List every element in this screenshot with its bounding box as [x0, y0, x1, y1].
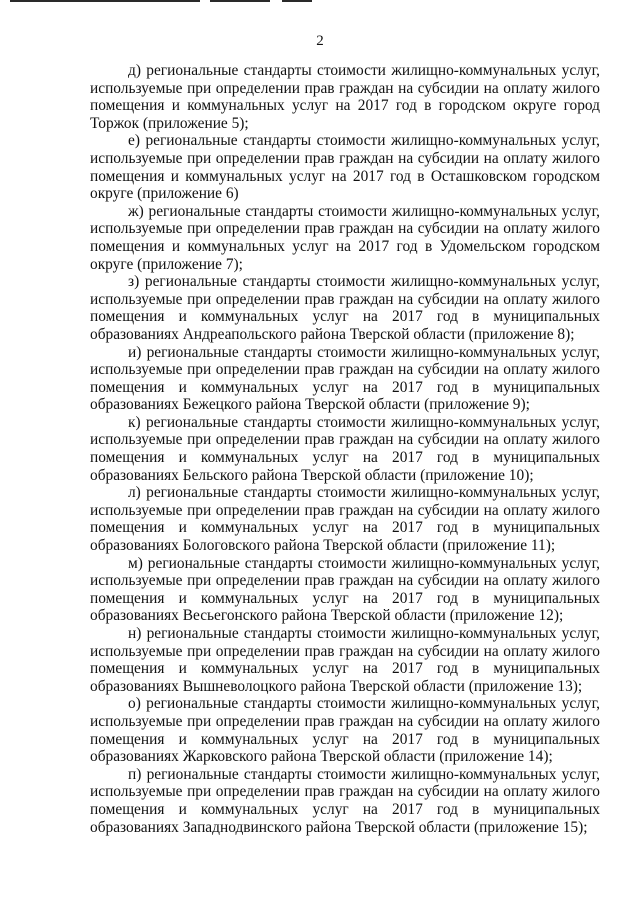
list-item: н) региональные стандарты стоимости жилищно-коммунальных услуг, используемые при определении прав граждан на субсидии на оплату жилого помещения и коммунальных услуг на 2017 год в муниципальных образованиях Вышневолоцкого района Тверской области (приложение 13);	[90, 625, 600, 695]
document-body	[90, 62, 600, 836]
scan-edge-line	[282, 0, 312, 2]
scan-edge-line	[210, 0, 270, 2]
list-item: м) региональные стандарты стоимости жилищно-коммунальных услуг, используемые при определении прав граждан на субсидии на оплату жилого помещения и коммунальных услуг на 2017 год в муниципальных образованиях Весьегонского района Тверской области (приложение 12);	[90, 554, 600, 625]
page-number: 2	[316, 33, 324, 49]
list-item: з) региональные стандарты стоимости жилищно-коммунальных услуг, используемые при определении прав граждан на субсидии на оплату жилого помещения и коммунальных услуг на 2017 год в муниципальных образованиях Андреапольского района Тверской области (приложение 8);	[90, 273, 600, 343]
list-item: к) региональные стандарты стоимости жилищно-коммунальных услуг, используемые при определении прав граждан на субсидии на оплату жилого помещения и коммунальных услуг на 2017 год в муниципальных образованиях Бельского района Тверской области (приложение 10);	[90, 413, 600, 484]
list-item: л) региональные стандарты стоимости жилищно-коммунальных услуг, используемые при определении прав граждан на субсидии на оплату жилого помещения и коммунальных услуг на 2017 год в муниципальных образованиях Бологовского района Тверской области (приложение 11);	[90, 484, 600, 555]
list-item: о) региональные стандарты стоимости жилищно-коммунальных услуг, используемые при определении прав граждан на субсидии на оплату жилого помещения и коммунальных услуг на 2017 год в муниципальных образованиях Жарковского района Тверской области (приложение 14);	[90, 695, 600, 766]
list-item: ж) региональные стандарты стоимости жилищно-коммунальных услуг, используемые при определении прав граждан на субсидии на оплату жилого помещения и коммунальных услуг на 2017 год в Удомельском городском округе (приложение 7);	[90, 202, 600, 273]
list-item: е) региональные стандарты стоимости жилищно-коммунальных услуг, используемые при определении прав граждан на субсидии на оплату жилого помещения и коммунальных услуг на 2017 год в Осташковском городском округе (приложение 6)	[90, 132, 600, 203]
list-item: и) региональные стандарты стоимости жилищно-коммунальных услуг, используемые при определении прав граждан на субсидии на оплату жилого помещения и коммунальных услуг на 2017 год в муниципальных образованиях Бежецкого района Тверской области (приложение 9);	[90, 343, 600, 414]
list-item: п) региональные стандарты стоимости жилищно-коммунальных услуг, используемые при определении прав граждан на субсидии на оплату жилого помещения и коммунальных услуг на 2017 год в муниципальных образованиях Западнодвинского района Тверской области (приложение 15);	[90, 765, 600, 836]
list-item: д) региональные стандарты стоимости жилищно-коммунальных услуг, используемые при определении прав граждан на субсидии на оплату жилого помещения и коммунальных услуг на 2017 год в городском округе город Торжок (приложение 5);	[90, 62, 600, 132]
scan-edge-line	[10, 0, 200, 2]
